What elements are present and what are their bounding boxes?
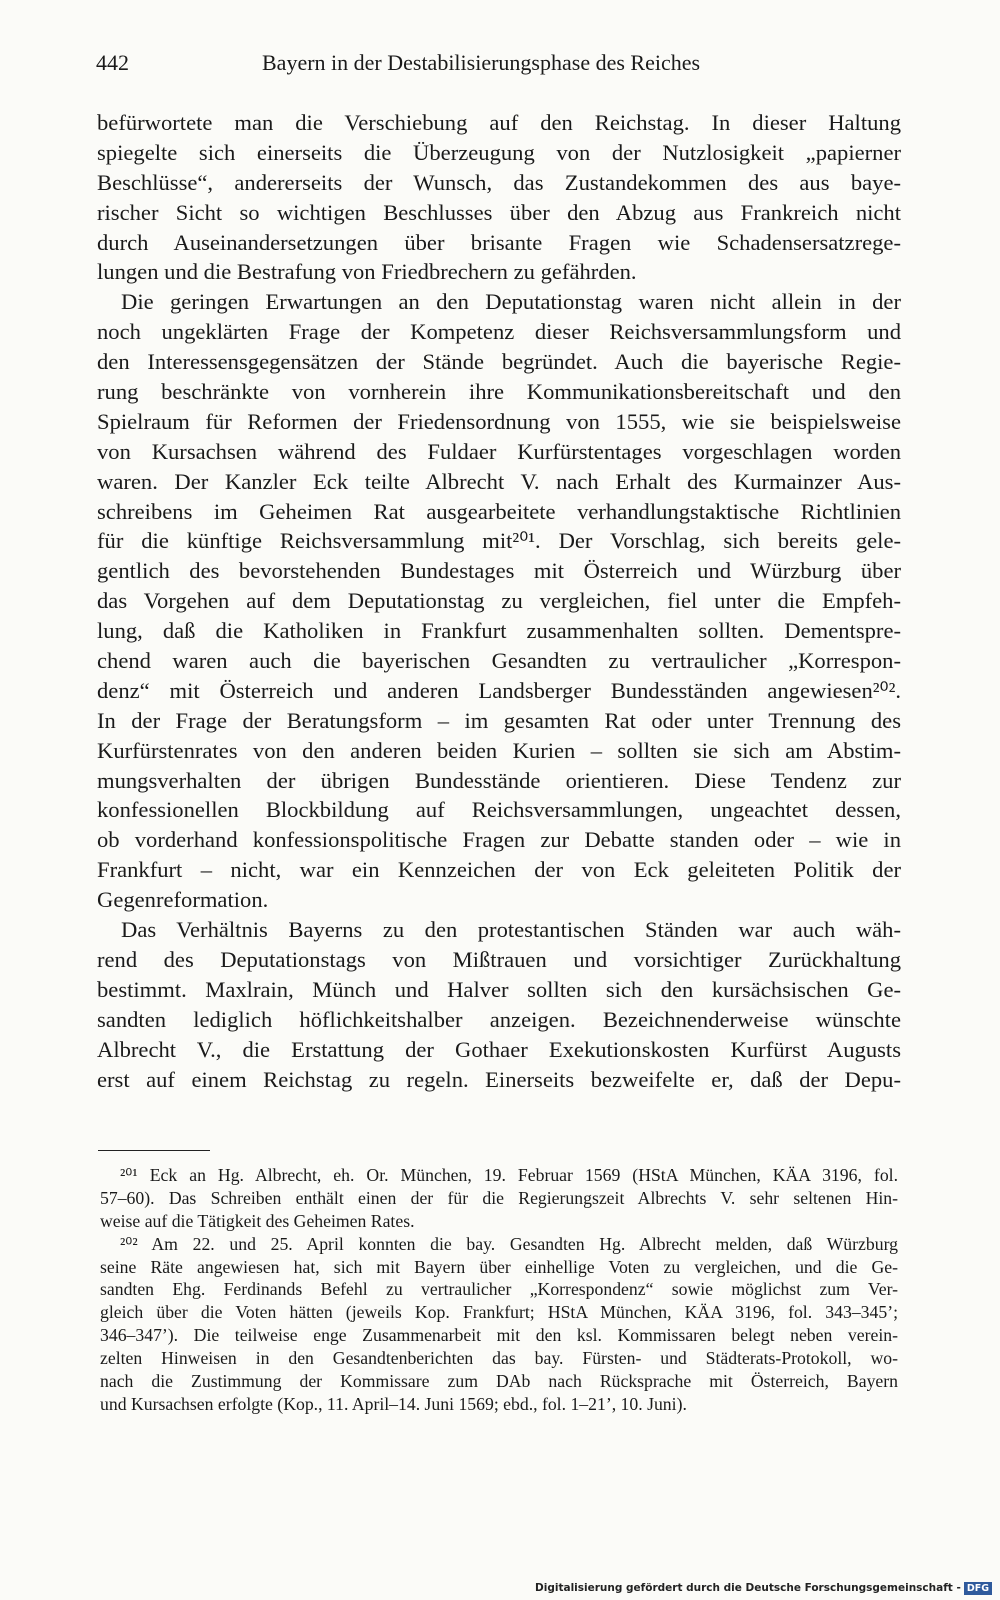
text-line: sandten lediglich höflichkeitshalber anzeigen. Bezeichnenderweise wünschte (97, 1006, 901, 1032)
text-line: den Interessensgegensätzen der Stände begründet. Auch die bayerische Regie- (97, 349, 901, 375)
text-line: Gegenreformation. (97, 887, 269, 913)
text-line: Die geringen Erwartungen an den Deputationstag waren nicht allein in der (121, 289, 901, 315)
text-line: chend waren auch die bayerischen Gesandten zu vertraulicher „Korrespon- (97, 648, 901, 674)
text-line: waren. Der Kanzler Eck teilte Albrecht V. nach Erhalt des Kurmainzer Aus- (97, 468, 901, 494)
footnote-line: und Kursachsen erfolgte (Kop., 11. April–14. Juni 1569; ebd., fol. 1–21’, 10. Juni). (100, 1393, 687, 1414)
footnote-line: 346–347’). Die teilweise enge Zusammenarbeit mit den ksl. Kommissaren belegt neben verein- (100, 1325, 898, 1346)
text-line: konfessionellen Blockbildung auf Reichsversammlungen, ungeachtet dessen, (97, 797, 901, 823)
text-line: rung beschränkte von vornherein ihre Kommunikationsbereitschaft und den (97, 379, 901, 405)
footnote-line: ²⁰² Am 22. und 25. April konnten die bay. Gesandten Hg. Albrecht melden, daß Würzburg (120, 1233, 898, 1254)
text-line: durch Auseinandersetzungen über brisante Fragen wie Schadensersatzrege- (97, 229, 901, 255)
footnote-line: seine Räte angewiesen hat, sich mit Bayern über einhellige Voten zu vergleichen, und die Ge- (100, 1256, 898, 1277)
text-line: von Kursachsen während des Fuldaer Kurfürstentages vorgeschlagen worden (97, 438, 901, 464)
text-line: Das Verhältnis Bayerns zu den protestantischen Ständen war auch wäh- (121, 917, 901, 943)
text-line: Spielraum für Reformen der Friedensordnung von 1555, wie sie beispielsweise (97, 408, 901, 434)
text-line: Albrecht V., die Erstattung der Gothaer Exekutionskosten Kurfürst Augusts (97, 1036, 901, 1062)
digitization-note (535, 1579, 992, 1597)
text-line: ob vorderhand konfessionspolitische Fragen zur Debatte standen oder – wie in (97, 827, 901, 853)
text-line: erst auf einem Reichstag zu regeln. Einerseits bezweifelte er, daß der Depu- (97, 1066, 901, 1092)
text-line: mungsverhalten der übrigen Bundesstände orientieren. Diese Tendenz zur (97, 767, 901, 793)
footnote-line: weise auf die Tätigkeit des Geheimen Rates. (100, 1210, 415, 1231)
dfg-logo-icon: DFG (964, 1582, 992, 1595)
text-line: lung, daß die Katholiken in Frankfurt zusammenhalten sollten. Dementspre- (97, 618, 901, 644)
footnote-line: 57–60). Das Schreiben enthält einen der für die Regierungszeit Albrechts V. sehr seltenen Hin- (100, 1187, 898, 1208)
text-line: Kurfürstenrates von den anderen beiden Kurien – sollten sie sich am Abstim- (97, 737, 901, 763)
text-line: noch ungeklärten Frage der Kompetenz dieser Reichsversammlungsform und (97, 319, 901, 345)
footnote-line: gleich über die Voten hätten (jeweils Kop. Frankfurt; HStA München, KÄA 3196, fol. 343–345’; (100, 1302, 898, 1323)
text-line: spiegelte sich einerseits die Überzeugung von der Nutzlosigkeit „papierner (97, 139, 901, 165)
text-line: In der Frage der Beratungsform – im gesamten Rat oder unter Trennung des (97, 707, 901, 733)
footnote-separator (98, 1150, 210, 1151)
footnote-line: nach die Zustimmung der Kommissare zum DAb nach Rücksprache mit Österreich, Bayern (100, 1371, 898, 1392)
text-line: bestimmt. Maxlrain, Münch und Halver sollten sich den kursächsischen Ge- (97, 976, 901, 1002)
text-line: befürwortete man die Verschiebung auf den Reichstag. In dieser Haltung (97, 110, 901, 135)
text-line: denz“ mit Österreich und anderen Landsberger Bundesständen angewiesen²⁰². (97, 677, 901, 703)
text-line: das Vorgehen auf dem Deputationstag zu vergleichen, fiel unter die Empfeh- (97, 588, 901, 614)
text-line: lungen und die Bestrafung von Friedbrechern zu gefährden. (97, 259, 637, 285)
main-text (97, 108, 901, 1094)
footnotes (100, 1164, 898, 1416)
page-number: 442 (96, 50, 129, 75)
text-line: schreibens im Geheimen Rat ausgearbeitete verhandlungstaktische Richtlinien (97, 498, 901, 524)
running-title: Bayern in der Destabilisierungsphase des Reiches (262, 50, 701, 75)
footnote-line: sandten Ehg. Ferdinands Befehl zu vertraulicher „Korrespondenz“ sowie möglichst zum Ver- (100, 1279, 898, 1300)
text-line: gentlich des bevorstehenden Bundestages mit Österreich und Würzburg über (97, 558, 901, 584)
text-line: Beschlüsse“, andererseits der Wunsch, das Zustandekommen des aus baye- (97, 169, 901, 195)
running-head (96, 50, 896, 80)
footnote-line: zelten Hinweisen in den Gesandtenberichten das bay. Fürsten- und Städterats-Protokoll, wo- (100, 1348, 898, 1369)
text-line: für die künftige Reichsversammlung mit²⁰¹. Der Vorschlag, sich bereits gele- (97, 528, 901, 554)
text-line: rend des Deputationstags von Mißtrauen und vorsichtiger Zurückhaltung (97, 946, 901, 972)
digitization-text: Digitalisierung gefördert durch die Deutsche Forschungsgemeinschaft - (535, 1582, 961, 1594)
text-line: rischer Sicht so wichtigen Beschlusses über den Abzug aus Frankreich nicht (97, 199, 901, 225)
text-line: Frankfurt – nicht, war ein Kennzeichen der von Eck geleiteten Politik der (97, 857, 901, 883)
footnote-line: ²⁰¹ Eck an Hg. Albrecht, eh. Or. München, 19. Februar 1569 (HStA München, KÄA 3196, fol. (120, 1165, 898, 1185)
